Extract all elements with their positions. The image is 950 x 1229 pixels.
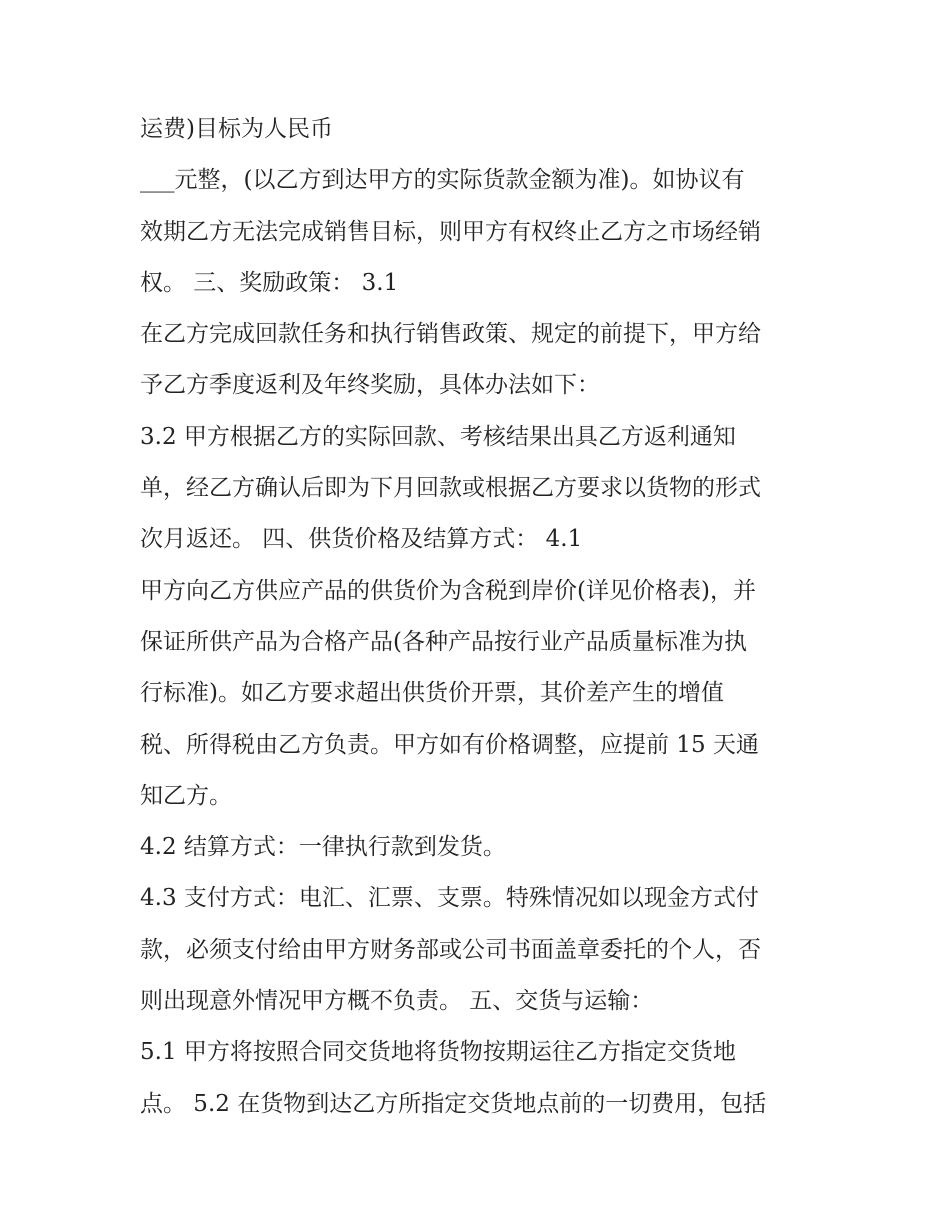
- document-body: [140, 108, 820, 1134]
- text-line: 在乙方完成回款任务和执行销售政策、规定的前提下，甲方给: [140, 321, 761, 348]
- text-line: 甲方向乙方供应产品的供货价为含税到岸价(详见价格表)，并: [140, 577, 756, 604]
- text-line: 保证所供产品为合格产品(各种产品按行业产品质量标准为执: [140, 628, 747, 655]
- text-line: 4.2 结算方式：一律执行款到发货。: [140, 834, 506, 861]
- text-line: 运费)目标为人民币: [140, 116, 333, 142]
- text-line: 5.1 甲方将按照合同交货地将货物按期运往乙方指定交货地: [140, 1039, 736, 1066]
- text-line: 款，必须支付给由甲方财务部或公司书面盖章委托的个人，否: [140, 936, 761, 963]
- text-line: 单，经乙方确认后即为下月回款或根据乙方要求以货物的形式: [140, 475, 761, 502]
- text-line: 予乙方季度返利及年终奖励，具体办法如下：: [140, 372, 600, 399]
- text-line: 税、所得税由乙方负责。甲方如有价格调整，应提前 15 天通: [140, 731, 759, 758]
- text-line: 点。 5.2 在货物到达乙方所指定交货地点前的一切费用，包括: [140, 1090, 767, 1117]
- text-line: 则出现意外情况甲方概不负责。 五、交货与运输：: [140, 988, 654, 1015]
- text-line: 知乙方。: [140, 782, 232, 809]
- text-line: ___元整，(以乙方到达甲方的实际货款金额为准)。如协议有: [140, 167, 745, 194]
- text-line: 效期乙方无法完成销售目标，则甲方有权终止乙方之市场经销: [140, 218, 761, 245]
- text-line: 行标准)。如乙方要求超出供货价开票，其价差产生的增值: [140, 680, 724, 707]
- text-line: 次月返还。 四、供货价格及结算方式： 4.1: [140, 526, 583, 553]
- text-line: 权。 三、奖励政策： 3.1: [140, 269, 399, 296]
- text-line: 4.3 支付方式：电汇、汇票、支票。特殊情况如以现金方式付: [140, 885, 759, 912]
- text-line: 3.2 甲方根据乙方的实际回款、考核结果出具乙方返利通知: [140, 423, 736, 450]
